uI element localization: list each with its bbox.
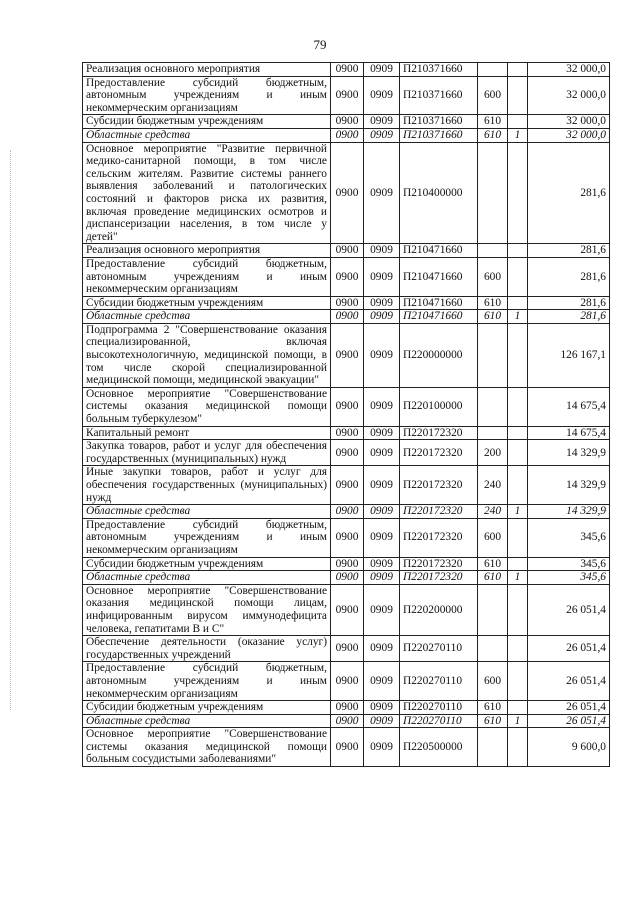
subsection-code-cell: 0909 bbox=[364, 76, 400, 115]
funding-source-cell bbox=[508, 636, 528, 662]
target-article-code-cell: П210471660 bbox=[400, 296, 478, 310]
expense-type-cell: 200 bbox=[478, 440, 508, 466]
expense-type-cell bbox=[478, 244, 508, 258]
binding-margin-line bbox=[10, 150, 11, 710]
subsection-code-cell: 0909 bbox=[364, 701, 400, 715]
target-article-code-cell: П220172320 bbox=[400, 466, 478, 505]
table-row bbox=[83, 310, 610, 324]
amount-cell: 281,6 bbox=[528, 296, 610, 310]
amount-cell: 14 675,4 bbox=[528, 387, 610, 426]
subsection-code-cell: 0909 bbox=[364, 244, 400, 258]
target-article-code-cell: П210371660 bbox=[400, 115, 478, 129]
section-code-cell: 0900 bbox=[331, 466, 364, 505]
target-article-code-cell: П210400000 bbox=[400, 142, 478, 244]
target-article-code-cell: П210471660 bbox=[400, 244, 478, 258]
expense-type-cell: 610 bbox=[478, 701, 508, 715]
section-code-cell: 0900 bbox=[331, 323, 364, 387]
amount-cell: 26 051,4 bbox=[528, 701, 610, 715]
amount-cell: 14 329,9 bbox=[528, 466, 610, 505]
amount-cell: 26 051,4 bbox=[528, 662, 610, 701]
amount-cell: 26 051,4 bbox=[528, 636, 610, 662]
row-name-cell: Иные закупки товаров, работ и услуг для обеспечения государственных (муниципальных) нужд bbox=[83, 466, 331, 505]
amount-cell: 345,6 bbox=[528, 571, 610, 585]
subsection-code-cell: 0909 bbox=[364, 387, 400, 426]
expense-type-cell bbox=[478, 142, 508, 244]
section-code-cell: 0900 bbox=[331, 63, 364, 77]
table-row bbox=[83, 584, 610, 635]
target-article-code-cell: П220172320 bbox=[400, 571, 478, 585]
section-code-cell: 0900 bbox=[331, 128, 364, 142]
subsection-code-cell: 0909 bbox=[364, 571, 400, 585]
expense-type-cell: 600 bbox=[478, 662, 508, 701]
funding-source-cell bbox=[508, 142, 528, 244]
section-code-cell: 0900 bbox=[331, 115, 364, 129]
table-row bbox=[83, 128, 610, 142]
subsection-code-cell: 0909 bbox=[364, 662, 400, 701]
expense-type-cell bbox=[478, 63, 508, 77]
row-name-cell: Основное мероприятие "Развитие первичной медико-санитарной помощи, в том числе сельским жителям. Развитие системы раннего выявления заболеваний и патологических состояний и факторов риска их развития, включая проведение медицинских осмотров и диспансеризации населения, в том числе у детей" bbox=[83, 142, 331, 244]
funding-source-cell bbox=[508, 426, 528, 440]
subsection-code-cell: 0909 bbox=[364, 142, 400, 244]
target-article-code-cell: П220100000 bbox=[400, 387, 478, 426]
table-row bbox=[83, 440, 610, 466]
section-code-cell: 0900 bbox=[331, 714, 364, 728]
table-row bbox=[83, 115, 610, 129]
funding-source-cell bbox=[508, 257, 528, 296]
subsection-code-cell: 0909 bbox=[364, 426, 400, 440]
expense-type-cell: 610 bbox=[478, 557, 508, 571]
section-code-cell: 0900 bbox=[331, 76, 364, 115]
row-name-cell: Основное мероприятие "Совершенствование оказания медицинской помощи лицам, инфицированным вирусом иммунодефицита человека, гепатитами В и С" bbox=[83, 584, 331, 635]
table-row bbox=[83, 296, 610, 310]
expense-type-cell: 610 bbox=[478, 296, 508, 310]
amount-cell: 32 000,0 bbox=[528, 76, 610, 115]
section-code-cell: 0900 bbox=[331, 310, 364, 324]
subsection-code-cell: 0909 bbox=[364, 296, 400, 310]
subsection-code-cell: 0909 bbox=[364, 584, 400, 635]
funding-source-cell: 1 bbox=[508, 714, 528, 728]
funding-source-cell: 1 bbox=[508, 505, 528, 519]
target-article-code-cell: П210471660 bbox=[400, 310, 478, 324]
expense-type-cell: 240 bbox=[478, 466, 508, 505]
amount-cell: 26 051,4 bbox=[528, 584, 610, 635]
target-article-code-cell: П220270110 bbox=[400, 662, 478, 701]
subsection-code-cell: 0909 bbox=[364, 636, 400, 662]
amount-cell: 345,6 bbox=[528, 518, 610, 557]
subsection-code-cell: 0909 bbox=[364, 518, 400, 557]
funding-source-cell bbox=[508, 244, 528, 258]
expense-type-cell: 600 bbox=[478, 76, 508, 115]
section-code-cell: 0900 bbox=[331, 387, 364, 426]
row-name-cell: Закупка товаров, работ и услуг для обеспечения государственных (муниципальных) нужд bbox=[83, 440, 331, 466]
amount-cell: 281,6 bbox=[528, 244, 610, 258]
amount-cell: 281,6 bbox=[528, 310, 610, 324]
funding-source-cell bbox=[508, 63, 528, 77]
subsection-code-cell: 0909 bbox=[364, 128, 400, 142]
funding-source-cell: 1 bbox=[508, 128, 528, 142]
section-code-cell: 0900 bbox=[331, 505, 364, 519]
amount-cell: 281,6 bbox=[528, 142, 610, 244]
row-name-cell: Реализация основного мероприятия bbox=[83, 63, 331, 77]
target-article-code-cell: П220172320 bbox=[400, 518, 478, 557]
amount-cell: 26 051,4 bbox=[528, 714, 610, 728]
row-name-cell: Основное мероприятие "Совершенствование системы оказания медицинской помощи больным туберкулезом" bbox=[83, 387, 331, 426]
expense-type-cell: 610 bbox=[478, 310, 508, 324]
target-article-code-cell: П220172320 bbox=[400, 440, 478, 466]
page-number: 79 bbox=[313, 37, 327, 52]
budget-table-body bbox=[83, 63, 610, 767]
target-article-code-cell: П210371660 bbox=[400, 128, 478, 142]
section-code-cell: 0900 bbox=[331, 296, 364, 310]
section-code-cell: 0900 bbox=[331, 257, 364, 296]
expense-type-cell bbox=[478, 426, 508, 440]
row-name-cell: Субсидии бюджетным учреждениям bbox=[83, 701, 331, 715]
table-row bbox=[83, 518, 610, 557]
target-article-code-cell: П220000000 bbox=[400, 323, 478, 387]
expense-type-cell: 240 bbox=[478, 505, 508, 519]
table-row bbox=[83, 142, 610, 244]
section-code-cell: 0900 bbox=[331, 584, 364, 635]
table-row bbox=[83, 466, 610, 505]
expense-type-cell: 610 bbox=[478, 115, 508, 129]
target-article-code-cell: П210371660 bbox=[400, 76, 478, 115]
target-article-code-cell: П220172320 bbox=[400, 505, 478, 519]
amount-cell: 345,6 bbox=[528, 557, 610, 571]
row-name-cell: Областные средства bbox=[83, 505, 331, 519]
table-row bbox=[83, 244, 610, 258]
target-article-code-cell: П220172320 bbox=[400, 557, 478, 571]
row-name-cell: Капитальный ремонт bbox=[83, 426, 331, 440]
funding-source-cell bbox=[508, 296, 528, 310]
section-code-cell: 0900 bbox=[331, 701, 364, 715]
funding-source-cell bbox=[508, 440, 528, 466]
table-row bbox=[83, 323, 610, 387]
row-name-cell: Предоставление субсидий бюджетным, автономным учреждениям и иным некоммерческим организациям bbox=[83, 662, 331, 701]
section-code-cell: 0900 bbox=[331, 571, 364, 585]
expense-type-cell: 610 bbox=[478, 714, 508, 728]
table-row bbox=[83, 557, 610, 571]
row-name-cell: Субсидии бюджетным учреждениям bbox=[83, 557, 331, 571]
target-article-code-cell: П220200000 bbox=[400, 584, 478, 635]
target-article-code-cell: П220500000 bbox=[400, 728, 478, 767]
expense-type-cell bbox=[478, 636, 508, 662]
target-article-code-cell: П210471660 bbox=[400, 257, 478, 296]
row-name-cell: Субсидии бюджетным учреждениям bbox=[83, 296, 331, 310]
subsection-code-cell: 0909 bbox=[364, 557, 400, 571]
expense-type-cell: 600 bbox=[478, 518, 508, 557]
amount-cell: 32 000,0 bbox=[528, 115, 610, 129]
row-name-cell: Субсидии бюджетным учреждениям bbox=[83, 115, 331, 129]
subsection-code-cell: 0909 bbox=[364, 440, 400, 466]
subsection-code-cell: 0909 bbox=[364, 505, 400, 519]
amount-cell: 32 000,0 bbox=[528, 128, 610, 142]
expense-type-cell bbox=[478, 584, 508, 635]
row-name-cell: Предоставление субсидий бюджетным, автономным учреждениям и иным некоммерческим организациям bbox=[83, 76, 331, 115]
funding-source-cell bbox=[508, 557, 528, 571]
row-name-cell: Реализация основного мероприятия bbox=[83, 244, 331, 258]
target-article-code-cell: П220270110 bbox=[400, 701, 478, 715]
target-article-code-cell: П220270110 bbox=[400, 714, 478, 728]
section-code-cell: 0900 bbox=[331, 636, 364, 662]
subsection-code-cell: 0909 bbox=[364, 466, 400, 505]
table-row bbox=[83, 636, 610, 662]
row-name-cell: Областные средства bbox=[83, 714, 331, 728]
funding-source-cell: 1 bbox=[508, 571, 528, 585]
funding-source-cell bbox=[508, 76, 528, 115]
funding-source-cell bbox=[508, 701, 528, 715]
amount-cell: 32 000,0 bbox=[528, 63, 610, 77]
section-code-cell: 0900 bbox=[331, 662, 364, 701]
subsection-code-cell: 0909 bbox=[364, 323, 400, 387]
table-row bbox=[83, 387, 610, 426]
expense-type-cell: 610 bbox=[478, 128, 508, 142]
section-code-cell: 0900 bbox=[331, 142, 364, 244]
section-code-cell: 0900 bbox=[331, 440, 364, 466]
amount-cell: 281,6 bbox=[528, 257, 610, 296]
section-code-cell: 0900 bbox=[331, 518, 364, 557]
expense-type-cell: 600 bbox=[478, 257, 508, 296]
subsection-code-cell: 0909 bbox=[364, 63, 400, 77]
funding-source-cell bbox=[508, 728, 528, 767]
expense-type-cell bbox=[478, 387, 508, 426]
table-row bbox=[83, 76, 610, 115]
section-code-cell: 0900 bbox=[331, 244, 364, 258]
section-code-cell: 0900 bbox=[331, 728, 364, 767]
amount-cell: 9 600,0 bbox=[528, 728, 610, 767]
funding-source-cell bbox=[508, 518, 528, 557]
funding-source-cell bbox=[508, 662, 528, 701]
subsection-code-cell: 0909 bbox=[364, 728, 400, 767]
subsection-code-cell: 0909 bbox=[364, 115, 400, 129]
section-code-cell: 0900 bbox=[331, 557, 364, 571]
table-row bbox=[83, 571, 610, 585]
funding-source-cell: 1 bbox=[508, 310, 528, 324]
funding-source-cell bbox=[508, 115, 528, 129]
table-row bbox=[83, 728, 610, 767]
table-row bbox=[83, 662, 610, 701]
subsection-code-cell: 0909 bbox=[364, 257, 400, 296]
subsection-code-cell: 0909 bbox=[364, 714, 400, 728]
row-name-cell: Обеспечение деятельности (оказание услуг) государственных учреждений bbox=[83, 636, 331, 662]
target-article-code-cell: П210371660 bbox=[400, 63, 478, 77]
amount-cell: 14 329,9 bbox=[528, 505, 610, 519]
funding-source-cell bbox=[508, 466, 528, 505]
expense-type-cell bbox=[478, 323, 508, 387]
target-article-code-cell: П220270110 bbox=[400, 636, 478, 662]
amount-cell: 14 329,9 bbox=[528, 440, 610, 466]
funding-source-cell bbox=[508, 584, 528, 635]
expense-type-cell: 610 bbox=[478, 571, 508, 585]
expense-type-cell bbox=[478, 728, 508, 767]
row-name-cell: Предоставление субсидий бюджетным, автономным учреждениям и иным некоммерческим организациям bbox=[83, 518, 331, 557]
budget-table bbox=[82, 62, 610, 767]
table-row bbox=[83, 714, 610, 728]
row-name-cell: Областные средства bbox=[83, 571, 331, 585]
row-name-cell: Областные средства bbox=[83, 310, 331, 324]
table-row bbox=[83, 505, 610, 519]
row-name-cell: Основное мероприятие "Совершенствование системы оказания медицинской помощи больным сосудистыми заболеваниями" bbox=[83, 728, 331, 767]
table-row bbox=[83, 63, 610, 77]
row-name-cell: Подпрограмма 2 "Совершенствование оказания специализированной, включая высокотехнологичную, медицинской помощи, в том числе скорой специализированной медицинской помощи, медицинской эвакуации" bbox=[83, 323, 331, 387]
funding-source-cell bbox=[508, 323, 528, 387]
amount-cell: 126 167,1 bbox=[528, 323, 610, 387]
table-row bbox=[83, 426, 610, 440]
amount-cell: 14 675,4 bbox=[528, 426, 610, 440]
row-name-cell: Областные средства bbox=[83, 128, 331, 142]
funding-source-cell bbox=[508, 387, 528, 426]
table-row bbox=[83, 701, 610, 715]
subsection-code-cell: 0909 bbox=[364, 310, 400, 324]
section-code-cell: 0900 bbox=[331, 426, 364, 440]
table-row bbox=[83, 257, 610, 296]
row-name-cell: Предоставление субсидий бюджетным, автономным учреждениям и иным некоммерческим организациям bbox=[83, 257, 331, 296]
target-article-code-cell: П220172320 bbox=[400, 426, 478, 440]
